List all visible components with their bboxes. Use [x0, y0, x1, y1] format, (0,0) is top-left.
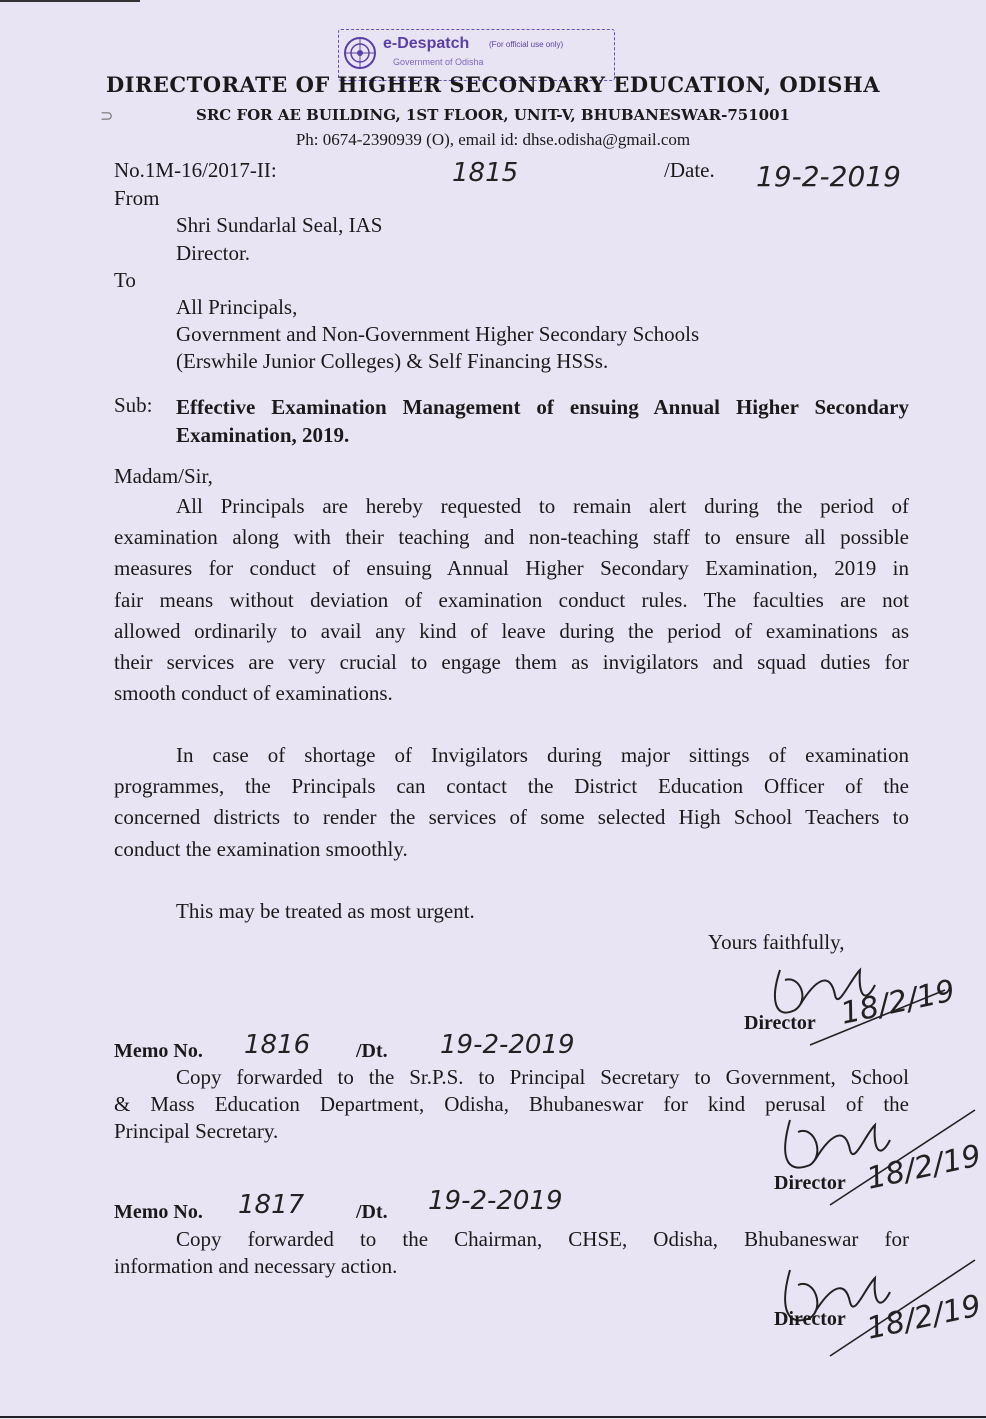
memo-line: Principal Secretary. [114, 1119, 279, 1143]
signature-date-1: 18/2/19 [837, 973, 959, 1032]
from-label: From [114, 186, 160, 210]
signature-date-2: 18/2/19 [863, 1138, 985, 1197]
signatory-3: Director [774, 1308, 846, 1330]
body-paragraph-1 [114, 491, 909, 709]
subject-label: Sub: [114, 393, 153, 417]
emblem-icon [343, 36, 377, 70]
signature-date-3: 18/2/19 [863, 1288, 985, 1347]
memo-1-label: Memo No. [114, 1040, 203, 1062]
paragraph-line: In case of shortage of Invigilators during major sittings of examination [176, 743, 909, 767]
memo-line: & Mass Education Department, Odisha, Bhubaneswar for kind perusal of the [114, 1092, 909, 1116]
memo-2-dt-label: /Dt. [356, 1201, 388, 1223]
org-name: DIRECTORATE OF HIGHER SECONDARY EDUCATION, ODISHA [105, 72, 881, 97]
date-label: /Date. [664, 158, 715, 182]
closing: Yours faithfully, [708, 930, 845, 954]
paragraph-line: smooth conduct of examinations. [114, 681, 393, 706]
salutation: Madam/Sir, [114, 464, 213, 488]
bottom-rule [0, 1416, 986, 1418]
paragraph-line: measures for conduct of ensuing Annual Higher Secondary Examination, 2019 in [114, 556, 909, 581]
margin-mark: ⊃ [100, 108, 114, 125]
body-paragraph-2 [114, 740, 909, 865]
paragraph-line: concerned districts to render the services of some selected High School Teachers to [114, 805, 909, 830]
paragraph-line: conduct the examination smoothly. [114, 836, 408, 861]
memo-2-date: 19-2-2019 [428, 1186, 563, 1216]
memo-1-number: 1816 [244, 1030, 311, 1060]
body-paragraph-3: This may be treated as most urgent. [176, 899, 475, 923]
memo-1-dt-label: /Dt. [356, 1040, 388, 1062]
paragraph-line: allowed ordinarily to avail any kind of leave during the period of examinations as [114, 618, 909, 643]
top-rule [0, 0, 140, 2]
paragraph-line: fair means without deviation of examination conduct rules. The faculties are not [114, 587, 909, 612]
recipient-line-2: Government and Non-Government Higher Secondary Schools [176, 322, 700, 346]
handwritten-date: 19-2-2019 [756, 160, 901, 193]
paragraph-line: programmes, the Principals can contact the District Education Officer of the [114, 774, 909, 799]
stamp-subtitle: Government of Odisha [393, 57, 484, 67]
paragraph-line: their services are very crucial to engage them as invigilators and squad duties for [114, 650, 909, 675]
recipient-line-3: (Erswhile Junior Colleges) & Self Financing HSSs. [176, 349, 609, 373]
memo-line: Copy forwarded to the Sr.P.S. to Principal Secretary to Government, School [176, 1065, 909, 1089]
memo-line: information and necessary action. [114, 1254, 398, 1278]
memo-2-number: 1817 [238, 1190, 305, 1220]
to-label: To [114, 268, 136, 292]
signatory-2: Director [774, 1172, 846, 1194]
stamp-title: e-Despatch [383, 35, 470, 52]
sender-title: Director. [176, 241, 251, 265]
stamp-note: (For official use only) [489, 40, 564, 49]
memo-2-label: Memo No. [114, 1201, 203, 1223]
recipient-line-1: All Principals, [176, 295, 298, 319]
reference-number: No.1M-16/2017-II: [114, 158, 277, 182]
paragraph-line: All Principals are hereby requested to remain alert during the period of [176, 494, 909, 518]
sender-name: Shri Sundarlal Seal, IAS [176, 213, 383, 237]
memo-1-date: 19-2-2019 [440, 1030, 575, 1060]
signatory-1: Director [744, 1012, 816, 1034]
memo-line: Copy forwarded to the Chairman, CHSE, Odisha, Bhubaneswar for [176, 1227, 909, 1251]
handwritten-reference-number: 1815 [452, 158, 519, 188]
org-address: SRC FOR AE BUILDING, 1ST FLOOR, UNIT-V, BHUBANESWAR-751001 [196, 106, 790, 124]
org-contact: Ph: 0674-2390939 (O), email id: dhse.odisha@gmail.com [295, 130, 691, 149]
paragraph-line: examination along with their teaching and non-teaching staff to ensure all possible [114, 525, 909, 550]
subject-text: Effective Examination Management of ensuing Annual Higher Secondary Examination, 2019. [176, 395, 909, 447]
